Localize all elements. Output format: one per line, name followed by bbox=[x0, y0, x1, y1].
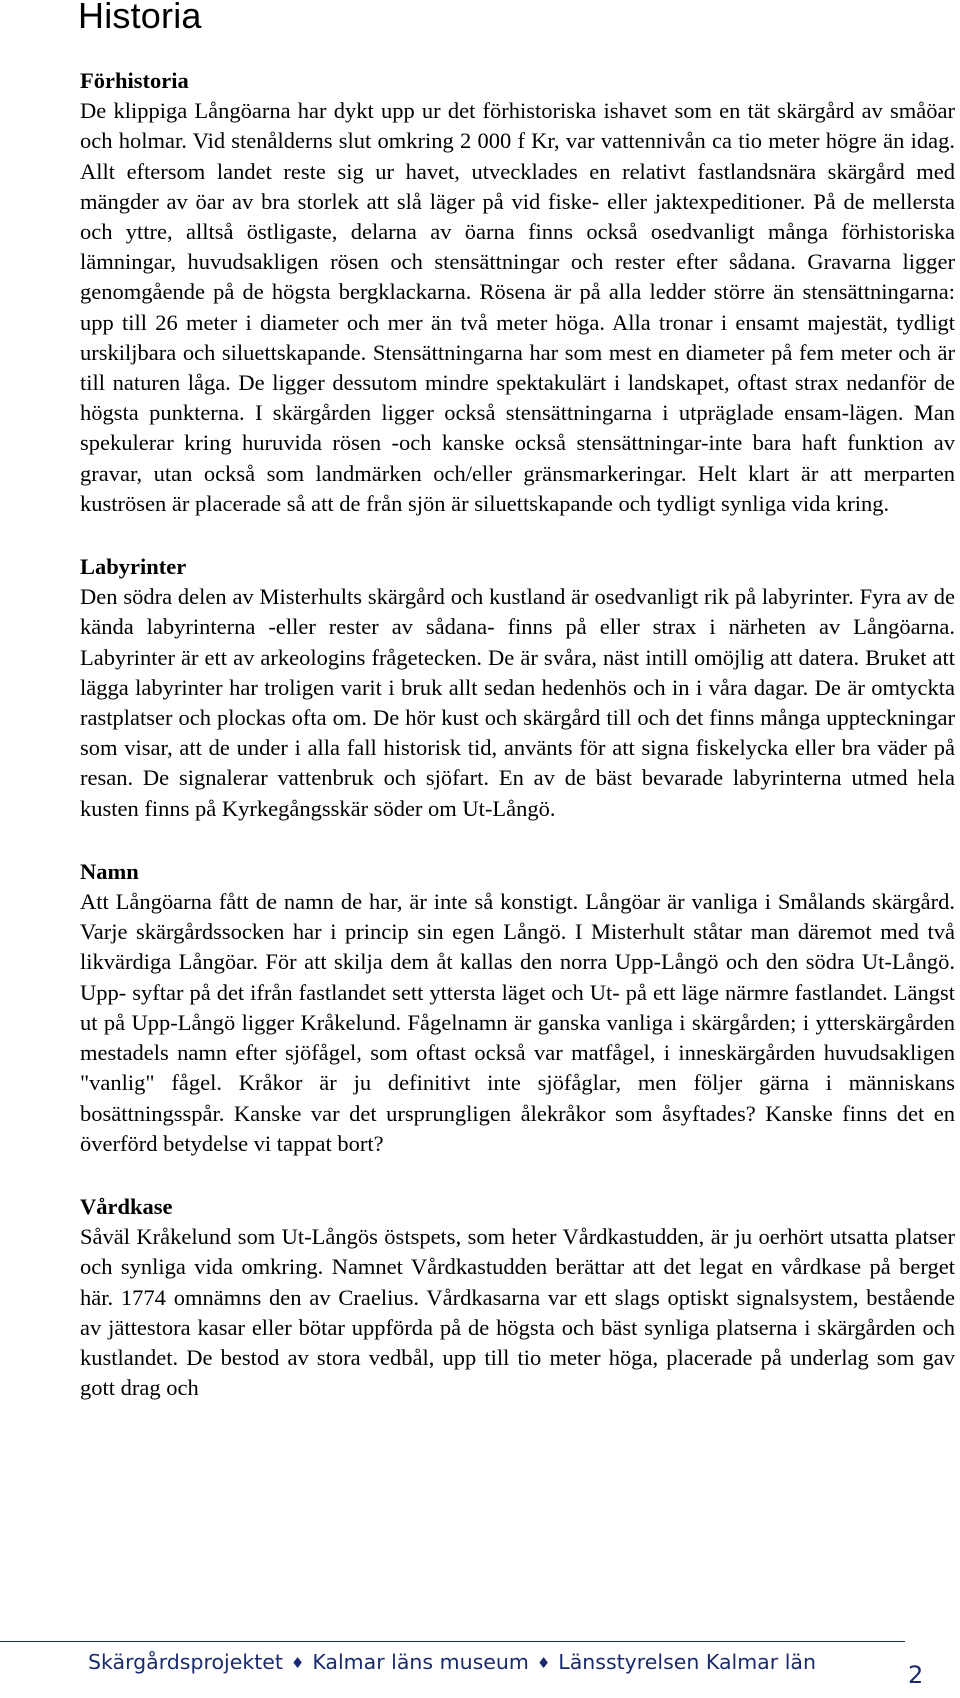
section-paragraph: Såväl Kråkelund som Ut-Långös östspets, som heter Vårdkastudden, är ju oerhört utsatta platser och synliga vida omkring. Namnet Vårdkastudden berättar att det legat en vårdkase på berget här. 1774 omnämns den av Craelius. Vårdkasarna var ett slags optiskt signalsystem, bestående av jättestora kasar eller bötar uppförda på de högsta och bäst synliga platserna i skärgården och kustlandet. De bestod av stora vedbål, upp till tio meter höga, placerade på underlag som gav gott drag och bbox=[80, 1224, 955, 1401]
section-namn bbox=[80, 857, 955, 1159]
section-heading: Vårdkase bbox=[80, 1193, 173, 1219]
footer-county-board: Länsstyrelsen Kalmar län bbox=[558, 1650, 816, 1674]
section-paragraph: De klippiga Långöarna har dykt upp ur det förhistoriska ishavet som en tät skärgård av småöar och holmar. Vid stenålderns slut omkring 2 000 f Kr, var vattennivån ca tio meter högre än idag. Allt eftersom landet reste sig ur havet, utvecklades en relativt fastlandsnära skärgård med mängder av öar av bra storlek att slå läger på vid fiske- eller jaktexpeditioner. På de mellersta och yttre, alltså östligaste, delarna av öarna finns också osedvanligt många förhistoriska lämningar, huvudsakligen rösen och stensättningar och rester efter sådana. Gravarna ligger genomgående på de högsta bergklackarna. Rösena är på alla ledder större än stensättningarna: upp till 26 meter i diameter och mer än två meter höga. Alla tronar i ensamt majestät, tydligt urskiljbara och siluettskapande. Stensättningarna har som mest en diameter på fem meter och är till naturen låga. De ligger dessutom mindre spektakulärt i landskapet, oftast strax nedanför de högsta punkterna. I skärgården ligger också stensättningarna i utpräglade ensam-lägen. Man spekulerar kring huruvida rösen -och kanske också stensättningar-inte bara haft funktion av gravar, utan också som landmärken och/eller gränsmarkeringar. Helt klart är att merparten kuströsen är placerade så att de från sjön är siluettskapande och tydligt synliga vida kring. bbox=[80, 98, 955, 516]
diamond-separator-icon: ♦ bbox=[536, 1654, 551, 1672]
section-heading: Namn bbox=[80, 858, 139, 884]
footer-project: Skärgårdsprojektet bbox=[88, 1650, 283, 1674]
diamond-separator-icon: ♦ bbox=[290, 1654, 305, 1672]
section-paragraph: Den södra delen av Misterhults skärgård och kustland är osedvanligt rik på labyrinter. Fyra av de kända labyrinterna -eller rester av sådana- finns på eller strax i närheten av Långöarna. Labyrinter är ett av arkeologins frågetecken. De är svåra, näst intill omöjlig att datera. Bruket att lägga labyrinter har troligen varit i bruk allt sedan hedenhös och in i våra dagar. De är omtyckta rastplatser och plockas ofta om. De hör kust och skärgård till och det finns många uppteckningar som visar, att de under i alla fall historisk tid, använts för att signa fiskelycka eller bra väder på resan. De signalerar vattenbruk och sjöfart. En av de bäst bevarade labyrinterna utmed hela kusten finns på Kyrkegångsskär söder om Ut-Långö. bbox=[80, 584, 955, 821]
section-paragraph: Att Långöarna fått de namn de har, är inte så konstigt. Långöar är vanliga i Smålands skärgård. Varje skärgårdssocken har i princip sin egen Långö. I Misterhult ståtar man däremot med två likvärdiga Långöar. För att skilja dem åt kallas den norra Upp-Långö och den södra Ut-Långö. Upp- syftar på det ifrån fastlandet sett yttersta läget och Ut- på ett läge närmre fastlandet. Längst ut på Upp-Långö ligger Kråkelund. Fågelnamn är ganska vanliga i skärgården; i ytterskärgården mestadels namn efter sjöfågel, som oftast också var matfågel, i inneskärgården huvudsakligen "vanlig" fågel. Kråkor är ju definitivt inte sjöfåglar, men följer gärna i människans bosättningsspår. Kanske var det ursprungligen ålekråkor som åsyftades? Kanske finns det en överförd betydelse vi tappat bort? bbox=[80, 889, 955, 1156]
page-number: 2 bbox=[908, 1661, 924, 1689]
section-forhistoria bbox=[80, 66, 955, 519]
footer-divider bbox=[0, 1641, 905, 1642]
footer-museum: Kalmar läns museum bbox=[312, 1650, 529, 1674]
page-title: Historia bbox=[78, 0, 202, 36]
section-heading: Labyrinter bbox=[80, 554, 187, 580]
section-vardkase bbox=[80, 1192, 955, 1403]
document-body bbox=[80, 66, 955, 1436]
footer bbox=[88, 1648, 816, 1677]
section-labyrinter bbox=[80, 552, 955, 824]
section-heading: Förhistoria bbox=[80, 68, 189, 93]
